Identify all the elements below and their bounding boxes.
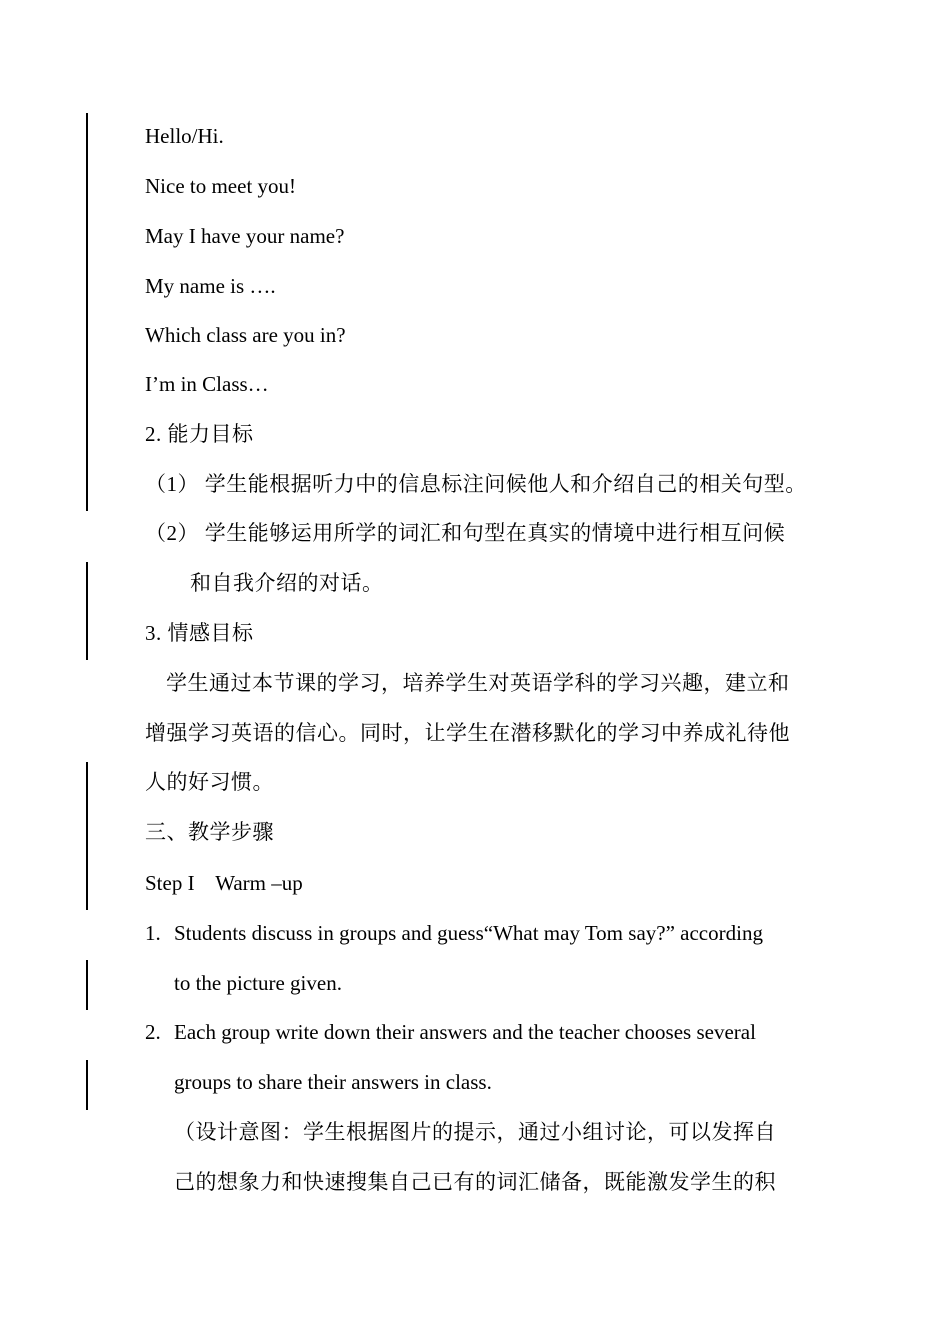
phrase-line: May I have your name? xyxy=(145,224,345,248)
list-number: 1. xyxy=(145,921,161,945)
design-note: （设计意图：学生根据图片的提示，通过小组讨论，可以发挥自 xyxy=(174,1120,776,1144)
phrase-line: Nice to meet you! xyxy=(145,174,297,198)
paragraph-line: 人的好习惯。 xyxy=(145,770,274,794)
phrase-line: Hello/Hi. xyxy=(145,124,224,148)
list-number: 2. xyxy=(145,1020,161,1044)
list-item-2 xyxy=(145,1017,756,1047)
ability-item-2-continued: 和自我介绍的对话。 xyxy=(190,571,384,595)
change-bar xyxy=(86,1060,88,1110)
ability-item-2: （2） 学生能够运用所学的词汇和句型在真实的情境中进行相互问候 xyxy=(145,521,786,545)
paragraph-line: 增强学习英语的信心。同时，让学生在潜移默化的学习中养成礼待他 xyxy=(145,721,790,745)
change-bar xyxy=(86,562,88,660)
phrase-line: My name is …. xyxy=(145,274,276,298)
list-text: Students discuss in groups and guess“What may Tom say?” according xyxy=(174,921,763,945)
change-bar xyxy=(86,762,88,910)
list-item-1-continued: to the picture given. xyxy=(174,971,342,995)
list-item-1 xyxy=(145,918,763,948)
list-item-2-continued: groups to share their answers in class. xyxy=(174,1070,492,1094)
change-bar xyxy=(86,960,88,1010)
phrase-line: I’m in Class… xyxy=(145,372,269,396)
list-text: Each group write down their answers and the teacher chooses several xyxy=(174,1020,756,1044)
design-note-continued: 己的想象力和快速搜集自己已有的词汇储备，既能激发学生的积 xyxy=(174,1170,776,1194)
phrase-line: Which class are you in? xyxy=(145,323,346,347)
section-heading-emotion: 3. 情感目标 xyxy=(145,621,254,645)
section-heading-ability: 2. 能力目标 xyxy=(145,422,254,446)
step-heading: Step I Warm –up xyxy=(145,871,303,895)
ability-item-1: （1） 学生能根据听力中的信息标注问候他人和介绍自己的相关句型。 xyxy=(145,472,807,496)
paragraph-line: 学生通过本节课的学习，培养学生对英语学科的学习兴趣，建立和 xyxy=(166,671,790,695)
change-bar xyxy=(86,113,88,511)
section-heading-steps: 三、教学步骤 xyxy=(145,820,274,844)
